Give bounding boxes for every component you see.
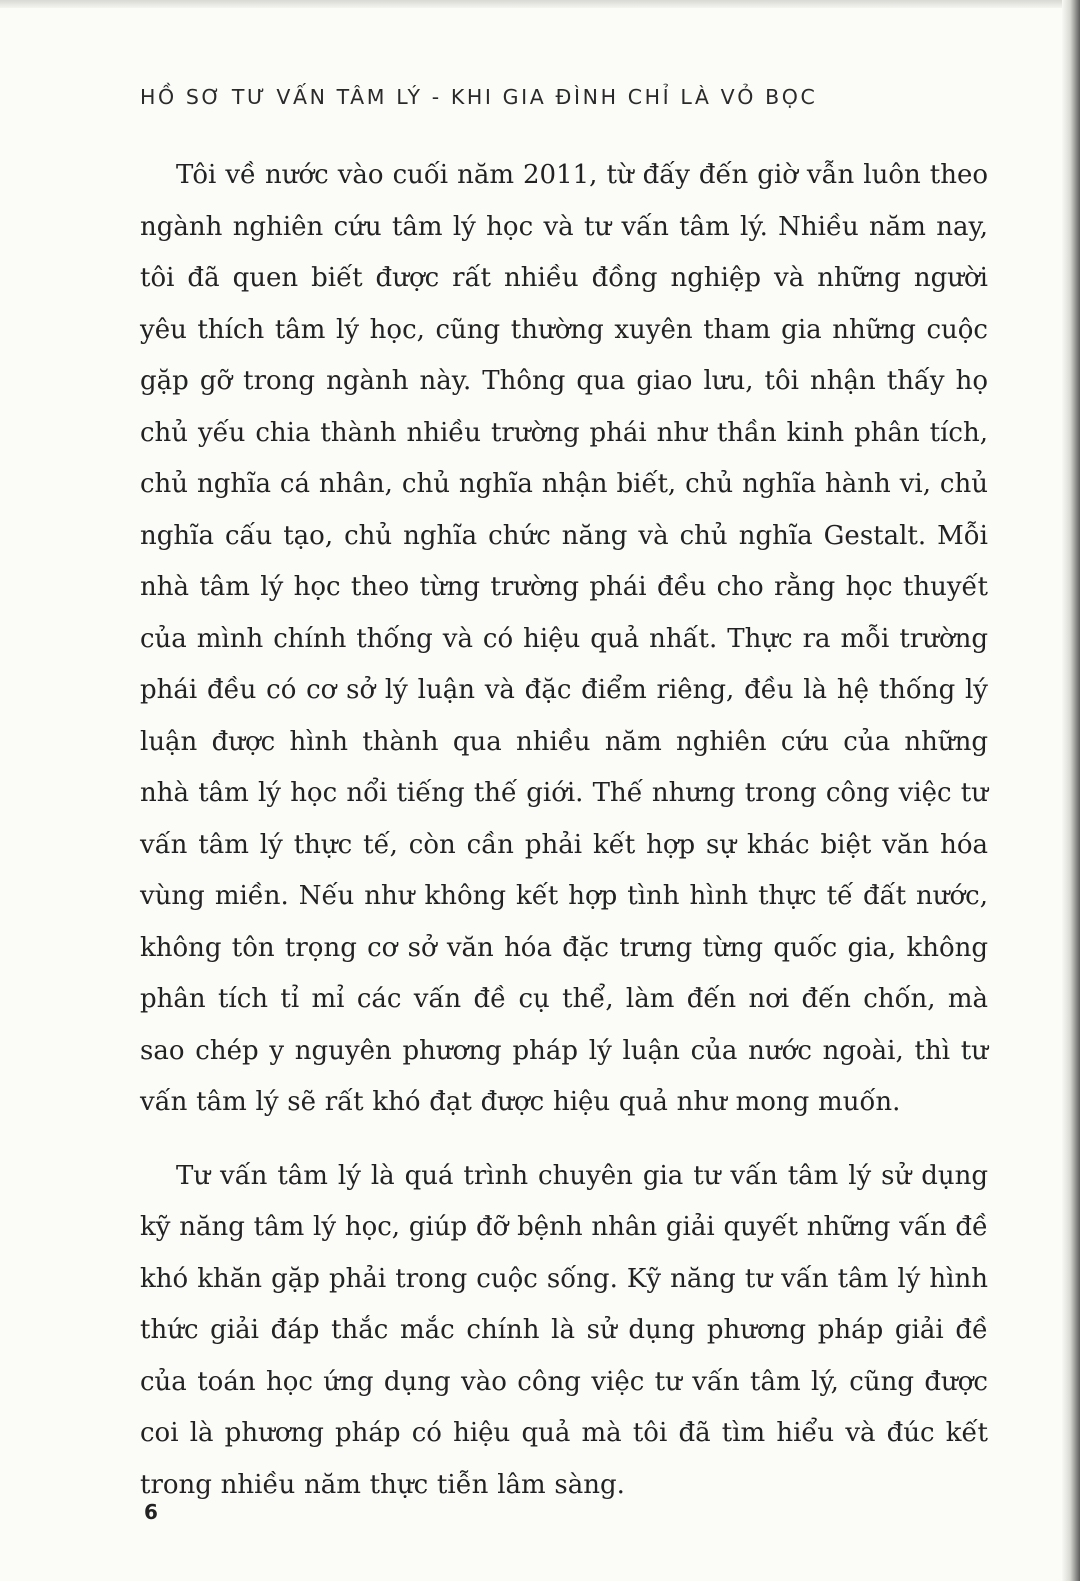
paragraph-2: Tư vấn tâm lý là quá trình chuyên gia tư vấn tâm lý sử dụng kỹ năng tâm lý học, giúp đỡ bệnh nhân giải quyết những vấn đề khó khăn gặp phải trong cuộc sống. Kỹ năng tư vấn tâm lý hình thức giải đáp thắc mắc chính là sử dụng phương pháp giải đề của toán học ứng dụng vào công việc tư vấn tâm lý, cũng được coi là phương pháp có hiệu quả mà tôi đã tìm hiểu và đúc kết trong nhiều năm thực tiễn lâm sàng. bbox=[140, 1160, 988, 1500]
running-header-title: HỒ SƠ TƯ VẤN TÂM LÝ - KHI GIA ĐÌNH CHỈ LÀ VỎ BỌC bbox=[140, 85, 818, 109]
body-text bbox=[140, 150, 988, 1511]
paragraph-1: Tôi về nước vào cuối năm 2011, từ đấy đến giờ vẫn luôn theo ngành nghiên cứu tâm lý học và tư vấn tâm lý. Nhiều năm nay, tôi đã quen biết được rất nhiều đồng nghiệp và những người yêu thích tâm lý học, cũng thường xuyên tham gia những cuộc gặp gỡ trong ngành này. Thông qua giao lưu, tôi nhận thấy họ chủ yếu chia thành nhiều trường phái như thần kinh phân tích, chủ nghĩa cá nhân, chủ nghĩa nhận biết, chủ nghĩa hành vi, chủ nghĩa cấu tạo, chủ nghĩa chức năng và chủ nghĩa Gestalt. Mỗi nhà tâm lý học theo từng trường phái đều cho rằng học thuyết của mình chính thống và có hiệu quả nhất. Thực ra mỗi trường phái đều có cơ sở lý luận và đặc điểm riêng, đều là hệ thống lý luận được hình thành qua nhiều năm nghiên cứu của những nhà tâm lý học nổi tiếng thế giới. Thế nhưng trong công việc tư vấn tâm lý thực tế, còn cần phải kết hợp sự khác biệt văn hóa vùng miền. Nếu như không kết hợp tình hình thực tế đất nước, không tôn trọng cơ sở văn hóa đặc trưng từng quốc gia, không phân tích tỉ mỉ các vấn đề cụ thể, làm đến nơi đến chốn, mà sao chép y nguyên phương pháp lý luận của nước ngoài, thì tư vấn tâm lý sẽ rất khó đạt được hiệu quả như mong muốn. bbox=[140, 160, 988, 1117]
page-number: 6 bbox=[144, 1500, 158, 1524]
page-top-edge bbox=[0, 0, 1080, 8]
page-right-edge bbox=[1062, 0, 1080, 1581]
